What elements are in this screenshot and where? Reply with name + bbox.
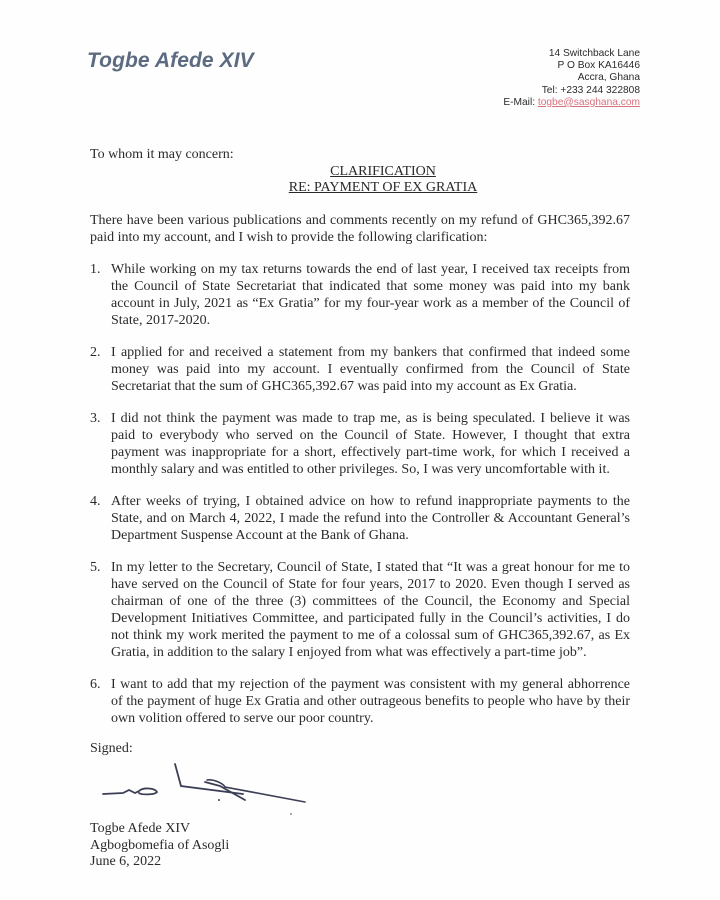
signature-image	[95, 760, 325, 820]
letter-heading	[0, 164, 720, 196]
list-text: I want to add that my rejection of the payment was consistent with my general abhorrence of the payment of huge Ex Gratia and other outrageous benefits to people who have by their own volition offered to serve our poor country.	[111, 677, 630, 726]
list-item	[90, 261, 630, 329]
list-number: 3.	[90, 411, 101, 426]
address-email-row	[503, 97, 640, 109]
list-item	[90, 676, 630, 727]
list-item	[90, 344, 630, 395]
list-item	[90, 559, 630, 661]
list-text: I applied for and received a statement from my bankers that confirmed that indeed some money was paid into my account. I eventually confirmed from the Council of State Secretariat that the sum of GHC365,392.67 was paid into my account as Ex Gratia.	[111, 345, 630, 394]
address-phone: Tel: +233 244 322808	[541, 84, 640, 96]
list-number: 1.	[90, 262, 101, 277]
list-item	[90, 493, 630, 544]
list-number: 6.	[90, 677, 101, 692]
signed-label: Signed:	[90, 741, 133, 756]
signer-title: Agbogbomefia of Asogli	[90, 837, 230, 853]
heading-title: CLARIFICATION	[330, 164, 436, 179]
signature-block	[90, 821, 229, 871]
list-number: 2.	[90, 345, 101, 360]
signer-name: Togbe Afede XIV	[90, 821, 191, 836]
salutation: To whom it may concern:	[90, 147, 234, 162]
letterhead-name: Togbe Afede XIV	[87, 49, 254, 72]
list-item	[90, 410, 630, 478]
list-text: While working on my tax returns towards the end of last year, I received tax receipts from the Council of State Secretariat that indicated that some money was paid into my bank account in July, 2021 as “Ex Gratia” for my four-year work as a member of the Council of State, 2017-2020.	[111, 262, 630, 328]
address-line: P O Box KA16446	[557, 60, 640, 72]
letterhead-address	[503, 48, 640, 109]
address-line: Accra, Ghana	[577, 72, 640, 84]
heading-subtitle: RE: PAYMENT OF EX GRATIA	[288, 180, 478, 195]
list-text: I did not think the payment was made to trap me, as is being speculated. I believe it was paid to everybody who served on the Council of State. However, I thought that extra payment was inappropriate for a short, effectively part-time work, for which I received a monthly salary and was entitled to other privileges. So, I was very uncomfortable with it.	[111, 411, 630, 477]
letter-date: June 6, 2022	[90, 854, 162, 869]
list-text: In my letter to the Secretary, Council of State, I stated that “It was a great honour for me to have served on the Council of State for four years, 2017 to 2020. Even though I served as chairman of one of the three (3) committees of the Council, the Economy and Special Development Initiatives Committee, and participated fully in the Council’s activities, I do not think my work merited the payment to me of a colossal sum of GHC365,392.67, as Ex Gratia, in addition to the salary I enjoyed from what was effectively a part-time job”.	[111, 560, 630, 660]
numbered-list	[90, 261, 630, 727]
list-number: 4.	[90, 494, 101, 509]
email-link[interactable]: togbe@sasghana.com	[537, 96, 640, 108]
address-line: 14 Switchback Lane	[548, 48, 640, 59]
intro-paragraph: There have been various publications and comments recently on my refund of GHC365,392.67 paid into my account, and I wish to provide the following clarification:	[90, 213, 630, 245]
email-label: E-Mail:	[503, 96, 536, 108]
list-number: 5.	[90, 560, 101, 575]
list-text: After weeks of trying, I obtained advice on how to refund inappropriate payments to the State, and on March 4, 2022, I made the refund into the Controller & Accountant General’s Department Suspense Account at the Bank of Ghana.	[111, 494, 630, 543]
